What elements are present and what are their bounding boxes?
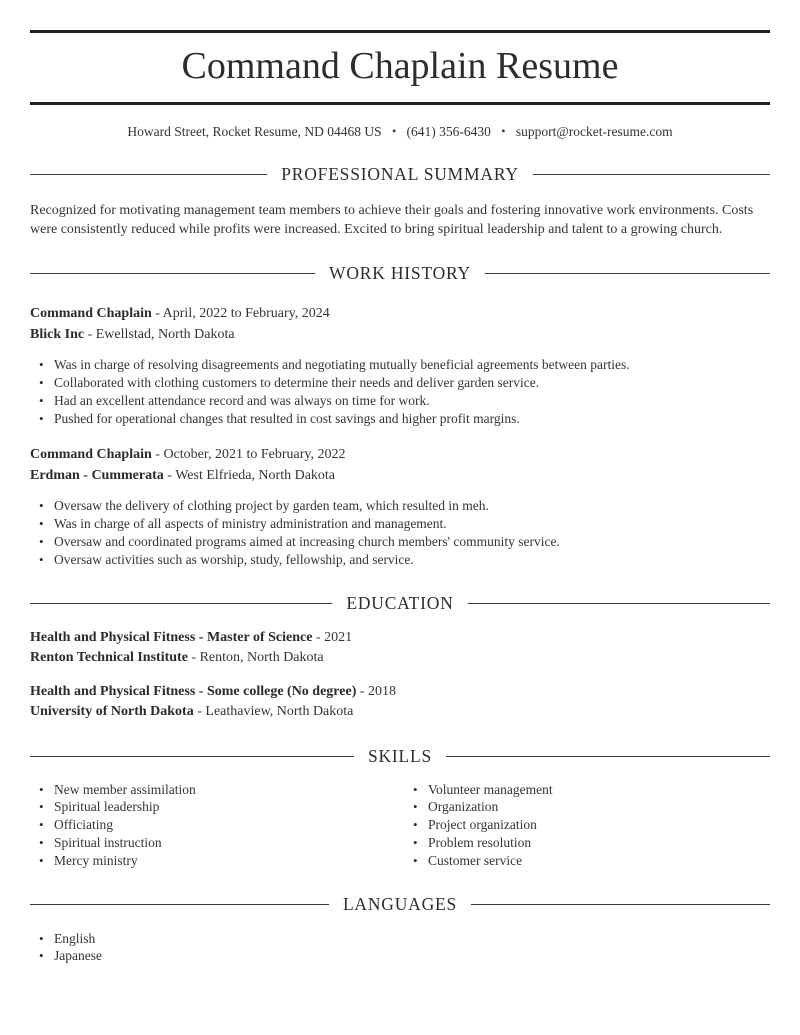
section-title-languages: LANGUAGES	[342, 893, 458, 914]
job-bullet-list	[30, 497, 770, 569]
job-company-line	[30, 465, 770, 486]
section-rule-right	[471, 904, 770, 905]
dash-separator: -	[84, 326, 96, 342]
section-rule-left	[30, 904, 329, 905]
job-entry	[30, 303, 770, 428]
job-dates: April, 2022 to February, 2024	[162, 305, 330, 321]
section-header-skills	[30, 746, 770, 767]
job-company-line	[30, 324, 770, 345]
section-rule-left	[30, 756, 354, 757]
job-bullet: • Was in charge of resolving disagreements and negotiating mutually beneficial agreements between parties.	[30, 356, 770, 374]
education-year: 2018	[368, 683, 397, 699]
dash-separator: -	[163, 467, 176, 483]
job-location: Ewellstad, North Dakota	[95, 326, 235, 342]
education-year: 2021	[324, 629, 353, 645]
skill-item: • New member assimilation	[30, 781, 400, 799]
section-header-work-history	[30, 263, 770, 284]
languages-list	[30, 930, 770, 966]
education-degree: Health and Physical Fitness - Some college (No degree)	[30, 683, 357, 699]
language-item: • English	[30, 930, 770, 948]
education-school-line	[30, 648, 770, 668]
skills-grid	[30, 781, 770, 870]
education-school-line	[30, 702, 770, 722]
skills-column-right	[400, 781, 770, 870]
section-rule-right	[468, 603, 770, 604]
skill-item: • Spiritual instruction	[30, 834, 400, 852]
education-entry	[30, 628, 770, 668]
dash-separator: -	[151, 305, 163, 321]
contact-line	[30, 124, 770, 140]
top-double-rule	[30, 30, 770, 33]
dash-separator: -	[312, 629, 325, 645]
section-header-languages	[30, 894, 770, 915]
job-bullet: • Oversaw and coordinated programs aimed at increasing church members' community service.	[30, 533, 770, 551]
section-title-education: EDUCATION	[346, 592, 454, 613]
dash-separator: -	[151, 446, 164, 462]
skill-item: • Officiating	[30, 816, 400, 834]
skill-item: • Organization	[404, 798, 770, 816]
education-school: Renton Technical Institute	[30, 649, 188, 665]
section-header-summary	[30, 164, 770, 185]
section-title-skills: SKILLS	[367, 745, 433, 766]
education-location: Renton, North Dakota	[199, 649, 324, 665]
contact-address: Howard Street, Rocket Resume, ND 04468 US	[127, 123, 382, 139]
job-bullet: • Was in charge of all aspects of ministry administration and management.	[30, 515, 770, 533]
education-school: University of North Dakota	[30, 703, 194, 719]
job-title-line	[30, 444, 770, 465]
job-location: West Elfrieda, North Dakota	[175, 467, 336, 483]
job-title: Command Chaplain	[30, 446, 152, 462]
language-item: • Japanese	[30, 947, 770, 965]
skill-item: • Customer service	[404, 852, 770, 870]
section-rule-right	[485, 273, 770, 274]
section-rule-right	[533, 174, 770, 175]
education-degree: Health and Physical Fitness - Master of Science	[30, 629, 313, 645]
education-location: Leathaview, North Dakota	[205, 703, 354, 719]
section-rule-left	[30, 603, 332, 604]
skill-item: • Volunteer management	[404, 781, 770, 799]
job-company: Blick Inc	[30, 326, 85, 342]
section-title-work-history: WORK HISTORY	[329, 262, 471, 283]
education-degree-line	[30, 682, 770, 702]
education-entry	[30, 682, 770, 722]
dash-separator: -	[356, 683, 369, 699]
section-rule-left	[30, 273, 315, 274]
contact-email: support@rocket-resume.com	[515, 123, 673, 139]
page-title: Command Chaplain Resume	[181, 45, 619, 87]
job-dates: October, 2021 to February, 2022	[163, 446, 346, 462]
job-entry	[30, 444, 770, 569]
contact-phone: (641) 356-6430	[406, 123, 491, 139]
job-bullet: • Collaborated with clothing customers to determine their needs and deliver garden service.	[30, 374, 770, 392]
summary-text: Recognized for motivating management team members to achieve their goals and fostering innovative work environments. Costs were consistently reduced while profits were increased. Excited to bring spiritual leadership and talent to a growing church.	[30, 202, 754, 237]
job-bullet: • Had an excellent attendance record and was always on time for work.	[30, 392, 770, 410]
section-title-summary: PROFESSIONAL SUMMARY	[281, 163, 519, 184]
dot-separator: •	[391, 123, 397, 138]
job-bullet: • Oversaw the delivery of clothing project by garden team, which resulted in meh.	[30, 497, 770, 515]
languages-section	[30, 930, 770, 966]
title-bottom-double-rule	[30, 102, 770, 105]
dot-separator: •	[501, 123, 506, 138]
section-rule-left	[30, 174, 267, 175]
skill-item: • Mercy ministry	[30, 852, 400, 870]
dash-separator: -	[193, 703, 206, 719]
job-company: Erdman - Cummerata	[30, 467, 164, 483]
job-bullet: • Oversaw activities such as worship, study, fellowship, and service.	[30, 551, 770, 569]
skill-item: • Spiritual leadership	[30, 798, 400, 816]
section-header-education	[30, 593, 770, 614]
job-title: Command Chaplain	[30, 305, 152, 321]
job-bullet: • Pushed for operational changes that resulted in cost savings and higher profit margins.	[30, 410, 770, 428]
dash-separator: -	[187, 649, 200, 665]
section-rule-right	[446, 756, 770, 757]
education-degree-line	[30, 628, 770, 648]
job-title-line	[30, 303, 770, 324]
skill-item: • Project organization	[404, 816, 770, 834]
job-bullet-list	[30, 356, 770, 428]
skill-item: • Problem resolution	[404, 834, 770, 852]
skills-column-left	[30, 781, 400, 870]
